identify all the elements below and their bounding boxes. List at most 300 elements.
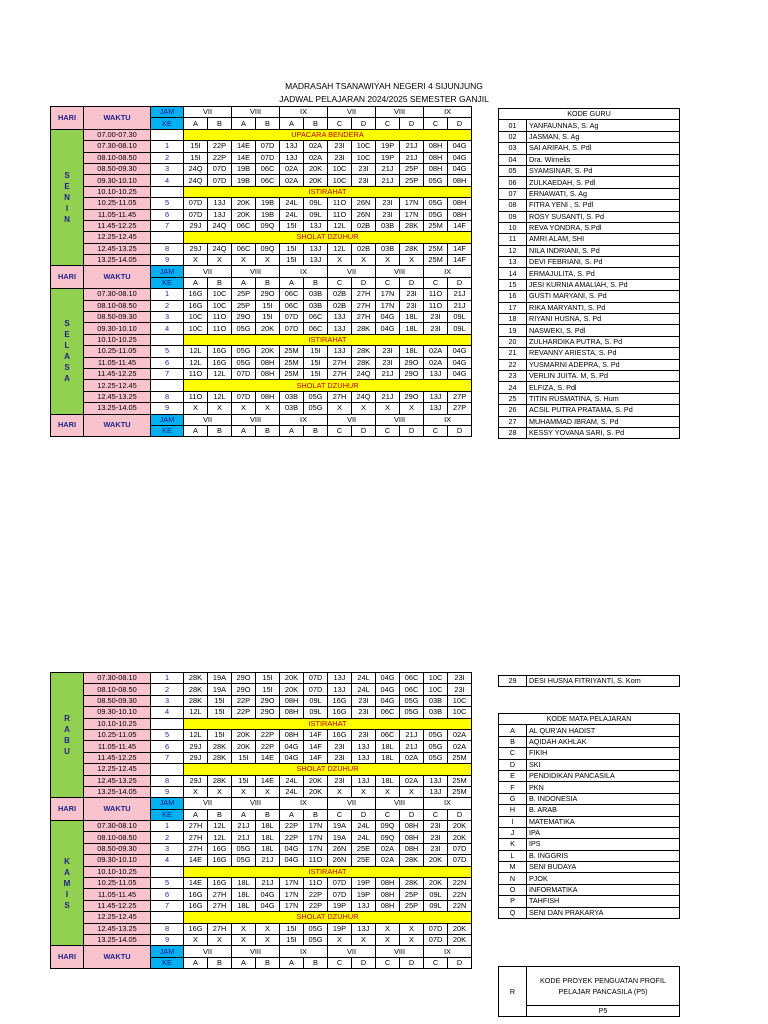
subject-cell: 29O <box>400 391 424 402</box>
subject-cell: 16G <box>328 729 352 740</box>
grade-header: VIII <box>376 266 424 277</box>
teacher-row <box>499 268 680 279</box>
subject-row <box>499 805 680 816</box>
subject-cell: 23I <box>328 752 352 763</box>
schedule-row <box>51 300 472 311</box>
jam-cell: 4 <box>151 707 184 718</box>
grade-header: VII <box>184 946 232 957</box>
special-row: SHOLAT DZUHUR <box>184 232 472 243</box>
teacher-name: REVA YONDRA, S.Pdl <box>527 222 680 233</box>
subject-cell: 12L <box>208 368 232 379</box>
subject-cell: 13J <box>424 786 448 797</box>
subject-cell: 15I <box>208 695 232 706</box>
schedule-row <box>51 775 472 786</box>
class-header: C <box>328 957 352 968</box>
subject-cell: 23I <box>376 346 400 357</box>
subject-cell: 16G <box>208 843 232 854</box>
subject-cell: 19A <box>208 684 232 695</box>
subject-cell: 09L <box>424 900 448 911</box>
jam-cell <box>151 380 184 391</box>
teacher-row <box>499 382 680 393</box>
time-cell: 10.25-11.05 <box>84 878 151 889</box>
class-header: B <box>208 425 232 436</box>
subject-cell: 10C <box>208 300 232 311</box>
time-cell: 12.45-13.25 <box>84 923 151 934</box>
subject-cell: X <box>328 255 352 266</box>
grade-header: VII <box>184 414 232 425</box>
subject-name: IPS <box>527 839 680 850</box>
subject-cell: 28K <box>352 323 376 334</box>
grade-header: VIII <box>232 946 280 957</box>
subject-cell: 24L <box>280 775 304 786</box>
subject-cell: 05G <box>424 209 448 220</box>
time-cell: 07.30-08.10 <box>84 141 151 152</box>
subject-cell: X <box>400 403 424 414</box>
subject-cell: X <box>352 255 376 266</box>
teacher-row <box>499 302 680 313</box>
subject-cell: 13J <box>208 198 232 209</box>
grade-header: IX <box>424 107 472 118</box>
class-header: C <box>424 118 448 129</box>
subject-cell: 22P <box>304 900 328 911</box>
subject-cell: 11O <box>304 878 328 889</box>
subject-cell: 23I <box>328 775 352 786</box>
day-label <box>51 289 84 414</box>
subject-cell: 07D <box>256 152 280 163</box>
special-row: ISTIRAHAT <box>184 186 472 197</box>
schedule-row <box>51 129 472 140</box>
grade-header: VIII <box>376 414 424 425</box>
subject-row <box>499 839 680 850</box>
subject-cell: 04G <box>280 752 304 763</box>
subject-cell: 08H <box>256 391 280 402</box>
subject-cell: 21J <box>376 391 400 402</box>
class-header: C <box>424 809 448 820</box>
subject-cell: 09L <box>304 198 328 209</box>
subject-cell: 10C <box>208 289 232 300</box>
subject-cell: 02A <box>400 752 424 763</box>
schedule-row <box>51 866 472 877</box>
header-row <box>51 946 472 957</box>
teacher-name: Dra. Wirnelis <box>527 154 680 165</box>
class-header: A <box>280 809 304 820</box>
class-header: A <box>184 425 208 436</box>
ke-header: KE <box>151 957 184 968</box>
subject-cell: 28K <box>400 855 424 866</box>
subject-cell: 10C <box>184 312 208 323</box>
grade-header: IX <box>424 946 472 957</box>
schedule-row <box>51 786 472 797</box>
subject-cell: 13J <box>424 368 448 379</box>
subject-cell: 13J <box>304 243 328 254</box>
grade-header: IX <box>280 107 328 118</box>
subject-cell: 21J <box>400 152 424 163</box>
subject-cell: 10C <box>352 141 376 152</box>
subject-cell: 15I <box>184 152 208 163</box>
teacher-name: NILA INDRIANI, S. Pd <box>527 245 680 256</box>
day-label <box>51 673 84 798</box>
time-cell: 07.30-08.10 <box>84 673 151 684</box>
subject-cell: 29J <box>184 243 208 254</box>
subject-cell: X <box>256 786 280 797</box>
teacher-row <box>499 131 680 142</box>
subject-cell: 22P <box>256 729 280 740</box>
teacher-code: 05 <box>499 165 527 176</box>
subject-cell: 17N <box>400 209 424 220</box>
time-cell: 11.05-11.45 <box>84 889 151 900</box>
jam-cell <box>151 718 184 729</box>
subject-cell: 09Q <box>256 243 280 254</box>
teacher-code: 21 <box>499 348 527 359</box>
subject-cell: 08H <box>400 843 424 854</box>
subject-cell: 23I <box>424 323 448 334</box>
teacher-name: AMRI ALAM, SHI <box>527 234 680 245</box>
subject-cell: X <box>400 934 424 945</box>
subject-cell: 05G <box>424 198 448 209</box>
subject-row <box>499 725 680 736</box>
subject-cell: 04G <box>256 900 280 911</box>
class-header: A <box>184 277 208 288</box>
subject-cell: 16G <box>184 900 208 911</box>
subject-cell: 05G <box>424 741 448 752</box>
teacher-row <box>499 416 680 427</box>
schedule-row <box>51 934 472 945</box>
subject-cell: 08H <box>376 878 400 889</box>
jam-cell: 3 <box>151 163 184 174</box>
subject-cell: 23I <box>376 198 400 209</box>
subject-cell: 20K <box>448 821 472 832</box>
grade-header: VII <box>328 266 376 277</box>
kode-guru-table <box>498 108 680 439</box>
subject-name: B. INGGRIS <box>527 850 680 861</box>
subject-cell: 22N <box>448 889 472 900</box>
subject-cell: 27P <box>448 403 472 414</box>
subject-cell: 23I <box>424 312 448 323</box>
subject-cell: 24L <box>352 821 376 832</box>
class-header: C <box>376 118 400 129</box>
teacher-code: 16 <box>499 291 527 302</box>
teacher-code: 27 <box>499 416 527 427</box>
subject-cell: 17N <box>280 878 304 889</box>
subject-cell: 25P <box>400 163 424 174</box>
time-cell: 08.10-08.50 <box>84 832 151 843</box>
subject-cell: 08H <box>280 695 304 706</box>
time-cell: 12.25-12.45 <box>84 912 151 923</box>
time-cell: 11.45-12.25 <box>84 900 151 911</box>
subject-cell: 02A <box>424 346 448 357</box>
subject-cell: 21J <box>400 741 424 752</box>
subject-cell: 28K <box>352 346 376 357</box>
subject-cell: 21J <box>400 141 424 152</box>
teacher-code: 09 <box>499 211 527 222</box>
subject-cell: 09Q <box>256 220 280 231</box>
subject-cell: 18L <box>232 900 256 911</box>
grade-header: IX <box>424 798 472 809</box>
subject-cell: 02A <box>376 843 400 854</box>
subject-cell: 08H <box>400 821 424 832</box>
subject-cell: 05G <box>424 175 448 186</box>
teacher-row <box>499 370 680 381</box>
teacher-code: 02 <box>499 131 527 142</box>
subject-cell: 08H <box>256 357 280 368</box>
schedule-row <box>51 741 472 752</box>
teacher-code: 14 <box>499 268 527 279</box>
subject-cell: 07D <box>208 175 232 186</box>
teacher-name: SAI ARIFAH, S. Pdl <box>527 143 680 154</box>
teacher-name: YANFAUNNAS, S. Ag <box>527 120 680 131</box>
subject-cell: 25M <box>424 220 448 231</box>
jam-header: JAM <box>151 946 184 957</box>
subject-cell: 27H <box>208 889 232 900</box>
teacher-code: 01 <box>499 120 527 131</box>
subject-cell: 28K <box>208 741 232 752</box>
subject-cell: 21J <box>376 163 400 174</box>
subject-cell: 21J <box>400 729 424 740</box>
subject-cell: 18L <box>232 889 256 900</box>
teacher-name: ZULKAEDAH, S. Pdl <box>527 177 680 188</box>
class-header: D <box>352 809 376 820</box>
jam-cell: 5 <box>151 878 184 889</box>
subject-cell: 08H <box>376 889 400 900</box>
special-row: ISTIRAHAT <box>184 334 472 345</box>
subject-cell: 27P <box>448 391 472 402</box>
subject-cell: 24Q <box>352 368 376 379</box>
subject-cell: 23I <box>352 729 376 740</box>
subject-cell: 16G <box>328 695 352 706</box>
subject-name: MATEMATIKA <box>527 816 680 827</box>
subject-code: D <box>499 759 527 770</box>
subject-cell: 23I <box>328 141 352 152</box>
subject-cell: 23I <box>424 821 448 832</box>
subject-cell: 29O <box>232 684 256 695</box>
waktu-header: WAKTU <box>84 107 151 130</box>
day-name: S E N I N <box>64 171 70 225</box>
subject-cell: 09Q <box>376 832 400 843</box>
teacher-code: 23 <box>499 370 527 381</box>
hari-header: HARI <box>51 266 84 289</box>
grade-header: VIII <box>376 946 424 957</box>
schedule-row <box>51 312 472 323</box>
subject-cell: 24L <box>352 684 376 695</box>
subject-cell: 02A <box>448 729 472 740</box>
schedule-row <box>51 821 472 832</box>
header-row <box>51 266 472 277</box>
subject-cell: 23I <box>400 289 424 300</box>
subject-cell: X <box>208 403 232 414</box>
schedule-row <box>51 673 472 684</box>
jam-cell: 5 <box>151 346 184 357</box>
subject-cell: 24L <box>280 198 304 209</box>
subject-cell: 18L <box>376 752 400 763</box>
class-header: B <box>304 957 328 968</box>
subject-cell: 19P <box>376 141 400 152</box>
teacher-code: 12 <box>499 245 527 256</box>
subject-name: PENDIDIKAN PANCASILA <box>527 770 680 781</box>
subject-cell: 15I <box>256 300 280 311</box>
subject-cell: X <box>208 934 232 945</box>
schedule-row <box>51 380 472 391</box>
subject-cell: X <box>232 923 256 934</box>
subject-cell: 15I <box>208 729 232 740</box>
subject-cell: 05G <box>232 357 256 368</box>
day-name: S E L A S A <box>64 319 70 384</box>
teacher-code: 18 <box>499 314 527 325</box>
subject-cell: 09L <box>424 889 448 900</box>
jam-cell: 5 <box>151 198 184 209</box>
time-cell: 12.45-13.25 <box>84 775 151 786</box>
schedule-row <box>51 255 472 266</box>
subject-cell: 16G <box>328 707 352 718</box>
subject-cell: 27H <box>328 357 352 368</box>
subject-cell: 14F <box>448 243 472 254</box>
subject-cell: 23I <box>328 741 352 752</box>
subject-cell: 17N <box>376 289 400 300</box>
subject-row <box>499 907 680 918</box>
subject-name: SENI BUDAYA <box>527 862 680 873</box>
teacher-code: 15 <box>499 279 527 290</box>
jam-cell <box>151 334 184 345</box>
subject-cell: 05G <box>304 923 328 934</box>
subject-code: H <box>499 805 527 816</box>
teacher-name: NASWEKI, S. Pdl <box>527 325 680 336</box>
jam-cell: 4 <box>151 175 184 186</box>
schedule-row <box>51 900 472 911</box>
subject-cell: X <box>232 786 256 797</box>
teacher-name: ERMAJULITA, S. Pd <box>527 268 680 279</box>
subject-row <box>499 873 680 884</box>
time-cell: 10.25-11.05 <box>84 198 151 209</box>
subject-cell: 13J <box>304 220 328 231</box>
subject-cell: 15I <box>184 141 208 152</box>
grade-header: VIII <box>232 266 280 277</box>
subject-cell: 11O <box>208 323 232 334</box>
schedule-row <box>51 368 472 379</box>
subject-cell: 25P <box>232 289 256 300</box>
subject-cell: 19P <box>328 900 352 911</box>
class-header: C <box>376 957 400 968</box>
subject-row <box>499 827 680 838</box>
teacher-row <box>499 325 680 336</box>
subject-cell: 21J <box>232 832 256 843</box>
teacher-name: ACSIL PUTRA PRATAMA, S. Pd <box>527 405 680 416</box>
class-header: C <box>328 277 352 288</box>
subject-cell: 20K <box>232 198 256 209</box>
subject-cell: 28K <box>400 243 424 254</box>
subject-cell: 22N <box>448 900 472 911</box>
schedule-row <box>51 323 472 334</box>
subject-cell: 18L <box>232 878 256 889</box>
teacher-code: 04 <box>499 154 527 165</box>
subject-cell: 07D <box>304 673 328 684</box>
subject-cell: 04G <box>376 323 400 334</box>
waktu-header: WAKTU <box>84 414 151 437</box>
class-header: B <box>256 118 280 129</box>
subject-cell: 05G <box>424 729 448 740</box>
ke-header: KE <box>151 118 184 129</box>
subject-cell: 25M <box>280 357 304 368</box>
teacher-code: 25 <box>499 393 527 404</box>
teacher-name: SYAMSINAR, S. Pd <box>527 165 680 176</box>
class-header: A <box>280 425 304 436</box>
subject-cell: 04G <box>280 741 304 752</box>
class-header: D <box>400 957 424 968</box>
grade-header: IX <box>280 798 328 809</box>
teacher-name: VERLIN JUITA. M, S. Pd <box>527 370 680 381</box>
class-header: D <box>352 425 376 436</box>
subject-code: P <box>499 896 527 907</box>
kode-guru-extra <box>498 675 680 687</box>
subject-cell: 28K <box>184 684 208 695</box>
proyek-value: P5 <box>527 1006 680 1017</box>
subject-cell: 22P <box>232 707 256 718</box>
schedule-row <box>51 878 472 889</box>
subject-cell: 13J <box>424 403 448 414</box>
subject-cell: 03B <box>304 300 328 311</box>
header-row <box>51 798 472 809</box>
school-title: MADRASAH TSANAWIYAH NEGERI 4 SIJUNJUNG <box>285 81 483 91</box>
subject-cell: 20K <box>424 855 448 866</box>
subject-cell: 19A <box>328 832 352 843</box>
kode-guru-title: KODE GURU <box>499 109 680 120</box>
time-cell: 10.10-10.25 <box>84 866 151 877</box>
time-cell: 13.25-14.05 <box>84 403 151 414</box>
subject-cell: 17N <box>400 198 424 209</box>
class-header: C <box>424 425 448 436</box>
hari-header: HARI <box>51 798 84 821</box>
subject-name: IPA <box>527 827 680 838</box>
teacher-code: 03 <box>499 143 527 154</box>
subject-cell: 06C <box>280 300 304 311</box>
time-cell: 09.30-10.10 <box>84 175 151 186</box>
class-header: B <box>256 809 280 820</box>
subject-cell: 02A <box>280 175 304 186</box>
subject-cell: X <box>352 403 376 414</box>
subject-cell: 26N <box>352 209 376 220</box>
subject-row <box>499 884 680 895</box>
subject-code: K <box>499 839 527 850</box>
subject-cell: 24Q <box>184 175 208 186</box>
subject-name: INFORMATIKA <box>527 884 680 895</box>
subject-cell: 19B <box>256 198 280 209</box>
subject-name: FIKIH <box>527 748 680 759</box>
jam-cell: 6 <box>151 209 184 220</box>
subject-name: AL QUR'AN HADIST <box>527 725 680 736</box>
jam-cell: 3 <box>151 843 184 854</box>
subject-cell: 16G <box>184 889 208 900</box>
subject-cell: 16G <box>184 300 208 311</box>
subject-cell: 14E <box>256 752 280 763</box>
subject-cell: 25M <box>448 786 472 797</box>
class-header: A <box>184 118 208 129</box>
teacher-name: TITIN RUSMATINA, S. Hum <box>527 393 680 404</box>
time-cell: 10.10-10.25 <box>84 718 151 729</box>
class-header: C <box>328 118 352 129</box>
subject-cell: 21J <box>376 175 400 186</box>
subject-cell: 06C <box>280 289 304 300</box>
teacher-code: 11 <box>499 234 527 245</box>
subject-cell: X <box>400 255 424 266</box>
class-header: D <box>448 957 472 968</box>
class-header: B <box>208 118 232 129</box>
teacher-code: 07 <box>499 188 527 199</box>
jam-cell: 1 <box>151 821 184 832</box>
teacher-row <box>499 336 680 347</box>
subject-row <box>499 736 680 747</box>
teacher-row <box>499 188 680 199</box>
class-header: A <box>232 118 256 129</box>
class-header: C <box>328 809 352 820</box>
time-cell: 13.25-14.05 <box>84 934 151 945</box>
